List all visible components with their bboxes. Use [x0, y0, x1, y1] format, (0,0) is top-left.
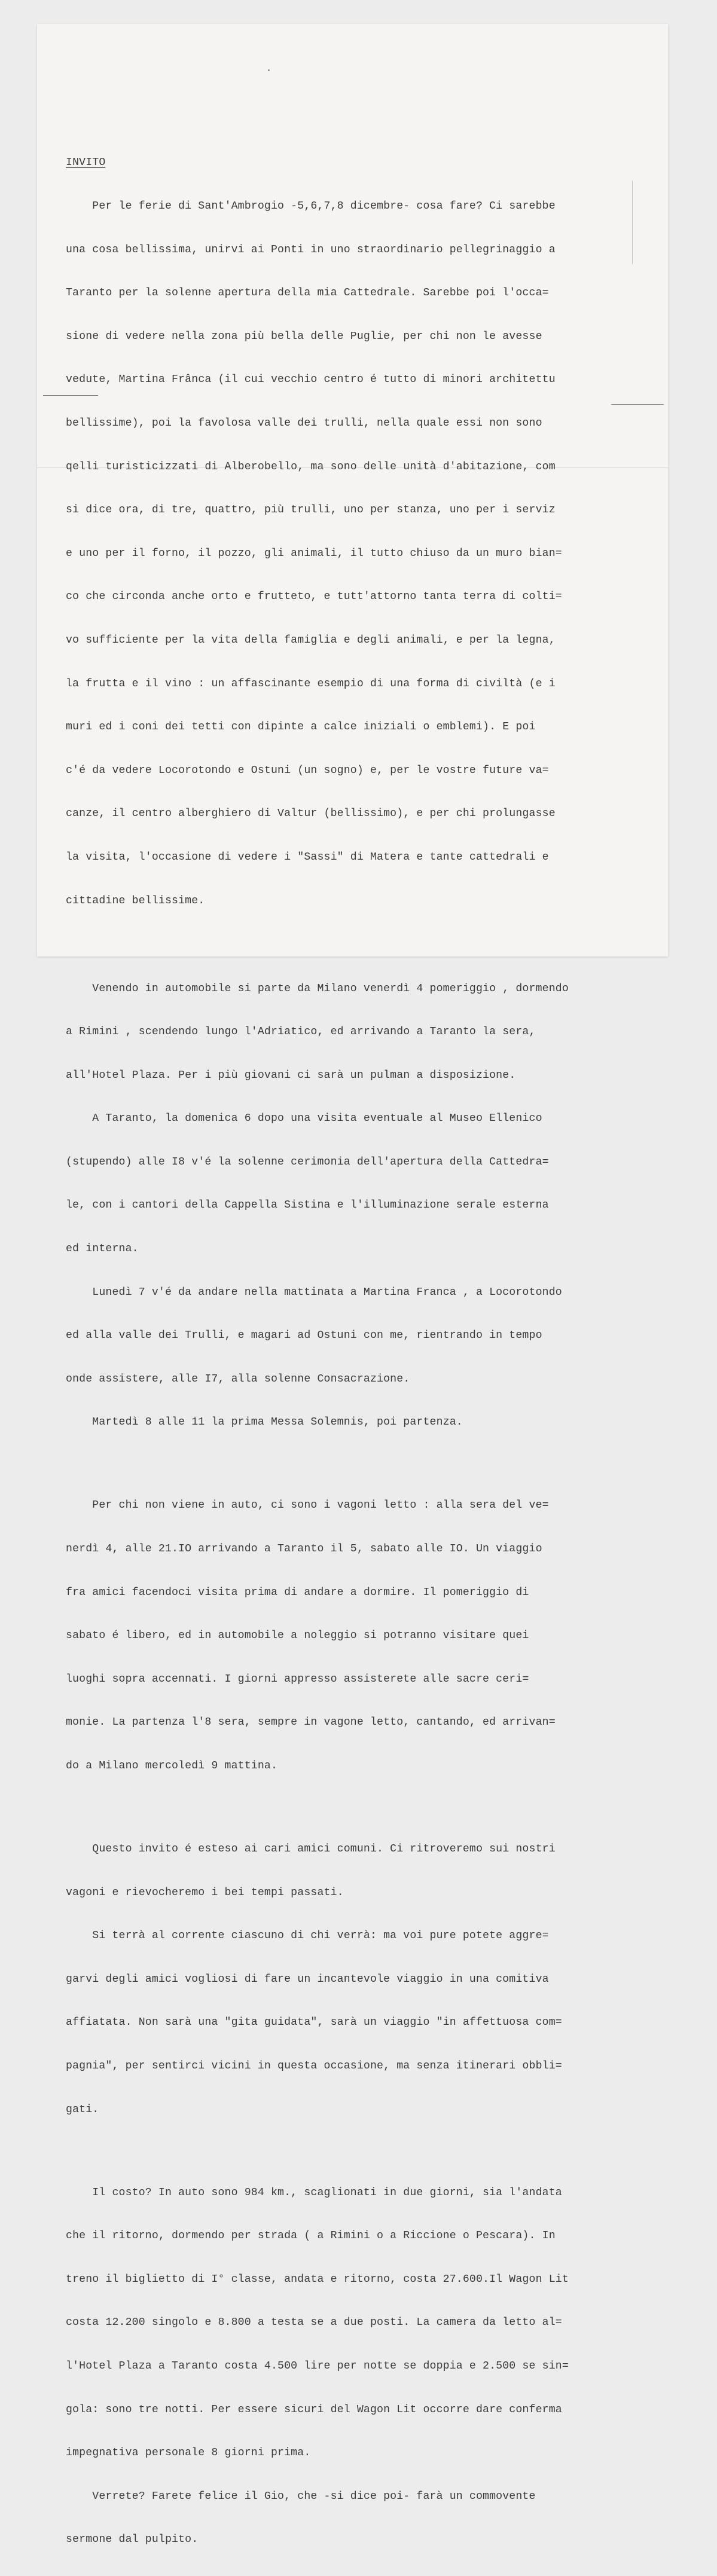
text-line: che il ritorno, dormendo per strada ( a Rimini o a Riccione o Pescara). In — [66, 2230, 556, 2242]
text-line: ed interna. — [66, 1243, 139, 1255]
text-line: A Taranto, la domenica 6 dopo una visita eventuale al Museo Ellenico — [66, 1113, 542, 1125]
text-line: la frutta e il vino : un affascinante esempio di una forma di civiltà (e i — [66, 677, 556, 690]
text-line: canze, il centro alberghiero di Valtur (bellissimo), e per chi prolungasse — [66, 808, 556, 820]
text-line: luoghi sopra accennati. I giorni appresso assisterete alle sacre ceri= — [66, 1673, 529, 1685]
text-line: l'Hotel Plaza a Taranto costa 4.500 lire per notte se doppia e 2.500 se sin= — [66, 2360, 569, 2372]
text-line: muri ed i coni dei tetti con dipinte a calce iniziali o emblemi). E poi — [66, 721, 536, 734]
text-line: vedute, Martina Frânca (il cui vecchio centro é tutto di minori architettu — [66, 374, 556, 386]
text-line: garvi degli amici vogliosi di fare un incantevole viaggio in una comitiva — [66, 1973, 549, 1985]
text-line: (stupendo) alle I8 v'é la solenne cerimonia dell'apertura della Cattedra= — [66, 1156, 549, 1168]
typed-letter — [66, 127, 658, 2576]
paper-speck — [268, 69, 270, 71]
text-line: pagnia", per sentirci vicini in questa occasione, ma senza itinerari obbli= — [66, 2059, 562, 2072]
text-line: monie. La partenza l'8 sera, sempre in vagone letto, cantando, ed arrivan= — [66, 1716, 556, 1729]
text-line: e uno per il forno, il pozzo, gli animali, il tutto chiuso da un muro bian= — [66, 547, 562, 560]
text-line: Lunedì 7 v'é da andare nella mattinata a Martina Franca , a Locorotondo — [66, 1286, 562, 1298]
text-line: do a Milano mercoledì 9 mattina. — [66, 1760, 278, 1772]
text-line: nerdì 4, alle 21.IO arrivando a Taranto il 5, sabato alle IO. Un viaggio — [66, 1543, 542, 1556]
text-line: Taranto per la solenne apertura della mia Cattedrale. Sarebbe poi l'occa= — [66, 287, 549, 300]
text-line: Per le ferie di Sant'Ambrogio -5,6,7,8 dicembre- cosa fare? Ci sarebbe — [66, 200, 556, 212]
text-line: impegnativa personale 8 giorni prima. — [66, 2447, 311, 2459]
text-line: qelli turisticizzati di Alberobello, ma sono delle unità d'abitazione, com — [66, 460, 556, 473]
document-page — [37, 24, 668, 2546]
text-line: cittadine bellissime. — [66, 894, 205, 907]
text-line: onde assistere, alle I7, alla solenne Consacrazione. — [66, 1373, 410, 1385]
text-line: sermone dal pulpito. — [66, 2534, 199, 2546]
text-line: Verrete? Farete felice il Gio, che -si dice poi- farà un commovente — [66, 2490, 536, 2502]
text-line: Questo invito é esteso ai cari amici comuni. Ci ritroveremo sui nostri — [66, 1843, 556, 1855]
text-line: c'é da vedere Locorotondo e Ostuni (un sogno) e, per le vostre future va= — [66, 764, 549, 777]
text-line: gola: sono tre notti. Per essere sicuri del Wagon Lit occorre dare conferma — [66, 2403, 562, 2416]
text-line: co che circonda anche orto e frutteto, e tutt'attorno tanta terra di colti= — [66, 591, 562, 603]
letter-title: INVITO — [66, 157, 106, 169]
text-line: affiatata. Non sarà una "gita guidata", sarà un viaggio "in affettuosa com= — [66, 2016, 562, 2029]
text-line: sabato é libero, ed in automobile a noleggio si potranno visitare quei — [66, 1630, 529, 1642]
text-line: vo sufficiente per la vita della famiglia e degli animali, e per la legna, — [66, 634, 556, 646]
text-line: costa 12.200 singolo e 8.800 a testa se a due posti. La camera da letto al= — [66, 2317, 562, 2329]
text-line: Venendo in automobile si parte da Milano venerdì 4 pomeriggio , dormendo — [66, 982, 569, 995]
text-line: all'Hotel Plaza. Per i più giovani ci sarà un pulman a disposizione. — [66, 1069, 516, 1081]
text-line: le, con i cantori della Cappella Sistina e l'illuminazione serale esterna — [66, 1199, 549, 1212]
text-line: vagoni e rievocheremo i bei tempi passati. — [66, 1886, 344, 1899]
text-line: Martedì 8 alle 11 la prima Messa Solemnis, poi partenza. — [66, 1416, 463, 1429]
text-line: Si terrà al corrente ciascuno di chi verrà: ma voi pure potete aggre= — [66, 1930, 549, 1942]
text-line: fra amici facendoci visita prima di andare a dormire. Il pomeriggio di — [66, 1586, 529, 1599]
text-line: Per chi non viene in auto, ci sono i vagoni letto : alla sera del ve= — [66, 1499, 549, 1512]
text-line: Il costo? In auto sono 984 km., scaglionati in due giorni, sia l'andata — [66, 2186, 562, 2199]
text-line: una cosa bellissima, unirvi ai Ponti in uno straordinario pellegrinaggio a — [66, 243, 556, 256]
text-line: treno il biglietto di I° classe, andata e ritorno, costa 27.600.Il Wagon Lit — [66, 2273, 569, 2285]
text-line: ed alla valle dei Trulli, e magari ad Ostuni con me, rientrando in tempo — [66, 1330, 542, 1342]
text-line: bellissime), poi la favolosa valle dei trulli, nella quale essi non sono — [66, 417, 542, 429]
text-line: si dice ora, di tre, quattro, più trulli, uno per stanza, uno per i serviz — [66, 504, 556, 517]
text-line: la visita, l'occasione di vedere i "Sassi" di Matera e tante cattedrali e — [66, 851, 549, 863]
text-line: sione di vedere nella zona più bella delle Puglie, per chi non le avesse — [66, 330, 542, 343]
text-line: a Rimini , scendendo lungo l'Adriatico, ed arrivando a Taranto la sera, — [66, 1026, 536, 1038]
text-line: gati. — [66, 2103, 99, 2116]
